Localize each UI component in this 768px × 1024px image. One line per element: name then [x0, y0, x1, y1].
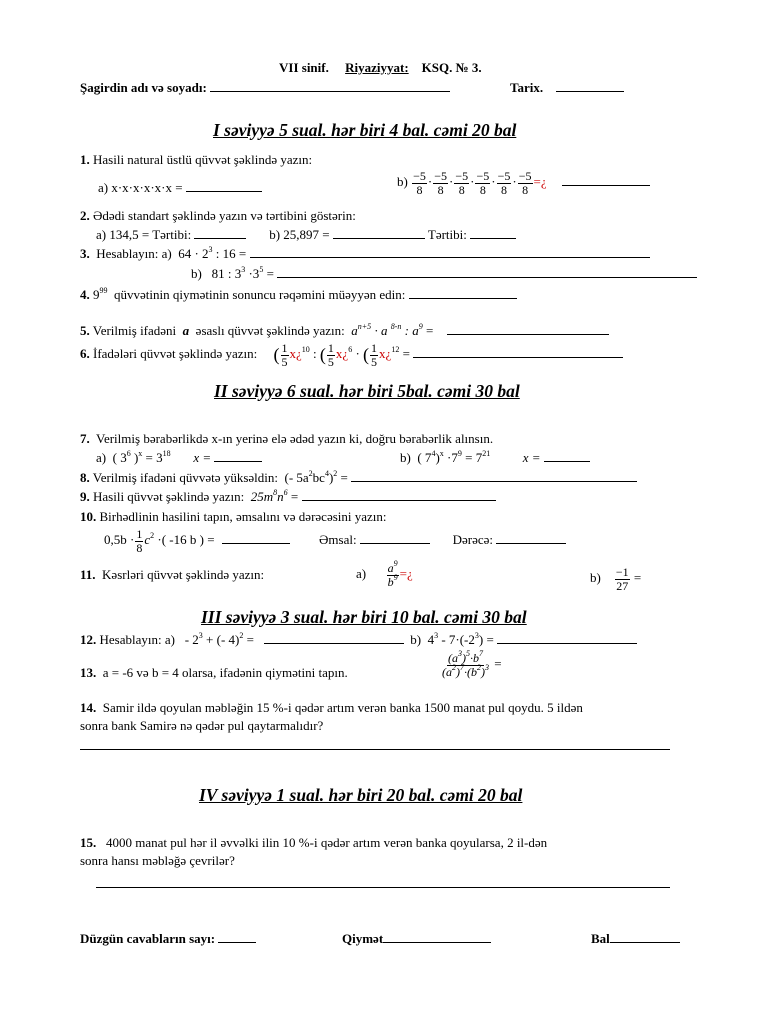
q13-text: a = -6 və b = 4 olarsa, ifadənin qiymətini tapın.	[102, 665, 348, 680]
grade-field[interactable]	[383, 931, 491, 943]
q1-fraction: $\frac{-5}{8}$	[497, 169, 511, 197]
q15-line1: 4000 manat pul hər il əvvəlki ilin 10 %-i qədər artım verən banka qoyularsa, 2 il-dən	[106, 835, 548, 850]
q12-a-expr: - $2^3$ + (- 4)$^2$ =	[184, 631, 254, 647]
q13-number: 13.	[80, 665, 97, 680]
q10-text: Birhədlinin hasilini tapın, əmsalını və dərəcəsini yazın:	[99, 509, 387, 524]
date-label: Tarix.	[510, 80, 544, 95]
q6-text: İfadələri qüvvət şəklində yazın:	[93, 346, 258, 362]
q11-a-fraction: $\frac{a^9}{b^9}$	[387, 559, 398, 589]
q7-a-label: a)	[96, 450, 107, 465]
points-field[interactable]	[610, 931, 680, 943]
q5-base: a	[182, 323, 190, 338]
q5-text2: əsaslı qüvvət şəklində yazın:	[195, 323, 345, 338]
q7-b-answer[interactable]	[544, 450, 590, 462]
q3-b-label: b)	[191, 266, 202, 281]
q2-b-answer[interactable]	[333, 227, 425, 239]
q6-answer[interactable]	[413, 346, 623, 358]
q12-number: 12.	[80, 632, 97, 647]
q10-expr: 0,5b · $\frac{1}{8}$ $c^2$ ·( -16 b ) =	[104, 527, 215, 555]
q6-fraction: $\frac{1}{5}$	[327, 341, 334, 369]
q7-a-answer[interactable]	[214, 450, 262, 462]
q1-fraction: $\frac{-5}{8}$	[476, 169, 490, 197]
q6-fraction: $\frac{1}{5}$	[371, 341, 378, 369]
q12-b-label: b)	[410, 632, 422, 647]
q1-b-label: b)	[397, 174, 408, 190]
q8-number: 8.	[80, 470, 90, 485]
grade-field-label: Qiymət	[342, 931, 384, 946]
correct-count-label: Düzgün cavabların sayı:	[80, 931, 216, 946]
q1-b-answer[interactable]	[562, 174, 650, 186]
q14-answer-line[interactable]	[80, 749, 670, 750]
q7-b-x: x =	[522, 450, 541, 465]
date-field[interactable]	[556, 80, 624, 92]
q11-b-fraction: $\frac{-1}{27}$	[615, 565, 629, 593]
q14-line2: sonra bank Samirə nə qədər pul qaytarmalıdır?	[80, 718, 324, 733]
points-label: Bal	[591, 931, 610, 946]
q11-text: Kəsrləri qüvvət şəklində yazın:	[102, 567, 265, 582]
q7-a-expr: ( $3^6$ )$^x = 3^{18}$	[112, 449, 171, 465]
q6-mark: x¿	[335, 346, 349, 362]
q4-text: qüvvətinin qiymətinin sonuncu rəqəmini müəyyən edin:	[114, 287, 406, 302]
student-name-label: Şagirdin adı və soyadı:	[80, 80, 207, 95]
q4-power: $9^{99}$	[93, 286, 108, 302]
q4-answer[interactable]	[409, 287, 517, 299]
q12-label: Hesablayın: a)	[99, 632, 175, 647]
q8-expr: (- $5a^2bc^4)^2$ =	[284, 469, 348, 485]
q2-a-expr: a) 134,5 = Tərtibi:	[96, 227, 192, 242]
q7-b-expr: ( $7^4)^x \cdot 7^9 = 7^{21}$	[417, 449, 491, 465]
q1-fraction: $\frac{-5}{8}$	[413, 169, 426, 197]
q1-fraction: $\frac{-5}{8}$	[455, 169, 469, 197]
q1-number: 1.	[80, 152, 90, 167]
q3-number: 3.	[80, 246, 90, 261]
q12-b-expr: $4^3 - 7\cdot(-2^3)$ =	[427, 631, 494, 647]
q2-b-order-label: Tərtibi:	[427, 227, 467, 242]
q1-a-answer[interactable]	[186, 180, 262, 192]
q1-fraction: $\frac{-5}{8}$	[518, 169, 532, 197]
q3-b-expr: 81 : $3^3 \cdot 3^5$ =	[211, 265, 274, 281]
q15-answer-line[interactable]	[96, 887, 670, 888]
q8-answer[interactable]	[351, 470, 637, 482]
q10-coef-label: Əmsal:	[319, 532, 357, 548]
q9-expr: $25m^8n^6$	[250, 488, 288, 504]
level-1-title: I səviyyə 5 sual. hər biri 4 bal. cəmi 20 bal	[213, 120, 517, 140]
q15-line2: sonra hansı məbləğə çevrilər?	[80, 853, 235, 868]
q10-number: 10.	[80, 509, 97, 524]
q6-number: 6.	[80, 346, 90, 362]
q1-text: Hasili natural üstlü qüvvət şəklində yazın:	[93, 152, 313, 167]
test-code: KSQ. № 3.	[421, 60, 482, 75]
q13-eq: =	[494, 656, 502, 672]
q5-expr: $a^{n+5} \cdot a$ $^{8-n}$ : $a^9$	[351, 322, 423, 338]
student-name-field[interactable]	[210, 80, 450, 92]
q9-answer[interactable]	[302, 489, 496, 501]
q10-coef-answer[interactable]	[360, 532, 430, 544]
q11-number: 11.	[80, 567, 96, 582]
q14-line1: Samir ildə qoyulan məbləğin 15 %-i qədər artım verən banka 1500 manat pul qoydu. 5 ildən	[102, 700, 583, 715]
q11-red-mark: =¿	[399, 566, 413, 582]
q5-eq: =	[422, 323, 434, 338]
q15-number: 15.	[80, 835, 97, 850]
level-3-title: III səviyyə 3 sual. hər biri 10 bal. cəmi 30 bal	[201, 607, 527, 627]
q3-a-answer[interactable]	[250, 246, 650, 258]
q1-red-mark: =¿	[533, 174, 547, 190]
q6-mark: x¿	[379, 346, 392, 362]
q9-number: 9.	[80, 489, 90, 504]
q2-number: 2.	[80, 208, 90, 223]
grade-label: VII sinif.	[279, 60, 329, 75]
q2-text: Ədədi standart şəklində yazın və tərtibini göstərin:	[93, 208, 356, 223]
q6-fraction: $\frac{1}{5}$	[281, 341, 288, 369]
q12-b-answer[interactable]	[497, 632, 637, 644]
q1-a-expr: a) x·x·x·x·x·x =	[98, 180, 183, 195]
q11-b-label: b)	[590, 570, 601, 586]
q9-eq: =	[287, 489, 299, 504]
q2-a-answer[interactable]	[194, 227, 246, 239]
q7-b-label: b)	[400, 450, 411, 465]
q2-b-order-answer[interactable]	[470, 227, 516, 239]
q11-b-eq: =	[633, 570, 642, 586]
q7-a-x: x =	[193, 450, 212, 465]
q14-number: 14.	[80, 700, 97, 715]
q8-text: Verilmiş ifadəni qüvvətə yüksəldin:	[92, 470, 278, 485]
q5-text1: Verilmiş ifadəni	[92, 323, 177, 338]
q5-answer[interactable]	[447, 323, 609, 335]
q10-answer[interactable]	[222, 532, 290, 544]
q3-b-answer[interactable]	[277, 266, 697, 278]
q5-number: 5.	[80, 323, 90, 338]
q3-a-expr: $64 \cdot 2^3$ : 16 =	[178, 245, 247, 261]
q9-text: Hasili qüvvət şəklində yazın:	[93, 489, 245, 504]
q4-number: 4.	[80, 287, 90, 302]
q12-a-answer[interactable]	[264, 632, 404, 644]
q3-label: Hesablayın: a)	[96, 246, 172, 261]
q10-degree-label: Dərəcə:	[452, 532, 494, 548]
q7-text: Verilmiş bərabərlikdə x-ın yerinə elə ədəd yazın ki, doğru bərabərlik alınsın.	[96, 431, 494, 446]
level-4-title: IV səviyyə 1 sual. hər biri 20 bal. cəmi 20 bal	[199, 785, 523, 805]
q6-mark: x¿	[289, 346, 302, 362]
correct-count-field[interactable]	[218, 931, 256, 943]
q2-b-expr: b) 25,897 =	[269, 227, 330, 242]
subject-label: Riyaziyyat:	[345, 60, 409, 75]
q11-a-label: a)	[356, 566, 367, 582]
q10-degree-answer[interactable]	[496, 532, 566, 544]
q1-fraction: $\frac{-5}{8}$	[434, 169, 447, 197]
level-2-title: II səviyyə 6 sual. hər biri 5bal. cəmi 30 bal	[214, 381, 520, 401]
q13-fraction: $\frac{(a^3)^5\cdot b^7}{(a^2)^7\cdot(b^2)^3}$	[442, 649, 489, 679]
q7-number: 7.	[80, 431, 90, 446]
